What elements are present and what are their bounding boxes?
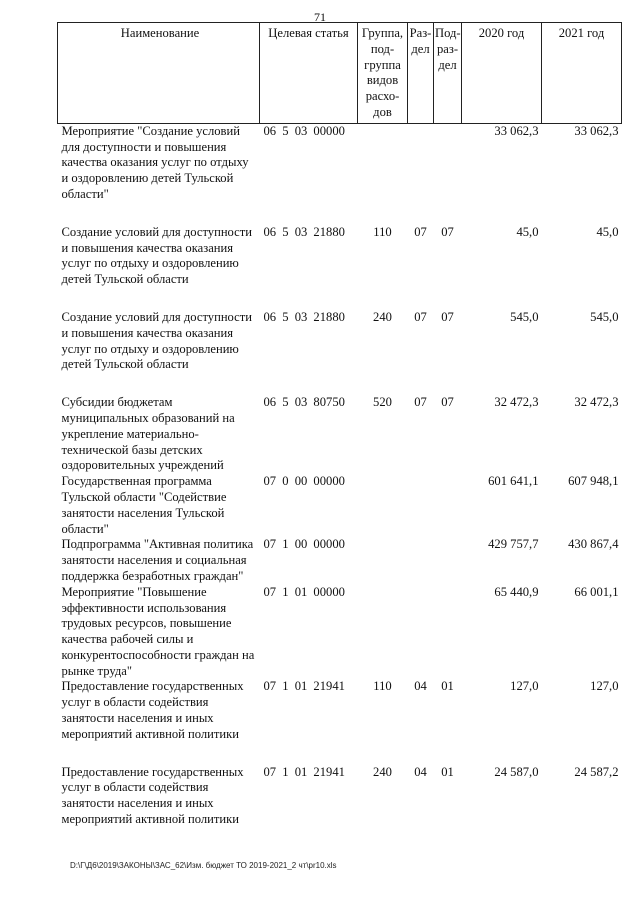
header-target-article: Целевая статья [260, 23, 358, 124]
row-value-2021: 24 587,2 [574, 764, 619, 779]
row-section: 07 [414, 395, 427, 410]
row-target-article: 07 1 01 21941 [263, 764, 345, 779]
row-subsection: 07 [441, 309, 454, 324]
row-value-2021: 545,0 [590, 309, 619, 324]
row-section [408, 474, 434, 537]
row-target-article: 07 1 00 00000 [263, 537, 345, 552]
header-expense-group: Группа, под- группа видов расхо- дов [358, 23, 408, 124]
header-year-2020: 2020 год [462, 23, 542, 124]
row-value-2021: 32 472,3 [574, 395, 619, 410]
row-section: 07 [414, 309, 427, 324]
table-row [58, 310, 622, 395]
row-target-article: 06 5 03 80750 [263, 395, 345, 410]
budget-table [57, 22, 622, 828]
row-name: Создание условий для доступности и повышения качества оказания услуг по отдыху и оздоровлению детей Тульской области [61, 309, 252, 372]
table-row [58, 395, 622, 474]
row-target-article: 06 5 03 21880 [263, 224, 345, 239]
row-value-2021: 45,0 [596, 224, 619, 239]
row-expense-group: 110 [373, 679, 392, 694]
header-name: Наименование [58, 23, 260, 124]
row-expense-group [358, 537, 408, 584]
row-value-2020: 33 062,3 [494, 123, 539, 138]
table-row [58, 537, 622, 584]
row-expense-group [358, 123, 408, 224]
table-row [58, 123, 622, 224]
row-subsection: 01 [441, 679, 454, 694]
row-value-2020: 24 587,0 [494, 764, 539, 779]
row-name: Предоставление государственных услуг в области содействия занятости населения и иных мероприятий активной политики [61, 679, 244, 741]
row-subsection [434, 474, 462, 537]
row-expense-group: 110 [373, 224, 392, 239]
row-section: 04 [414, 764, 427, 779]
row-name: Мероприятие "Создание условий для доступности и повышения качества оказания услуг по отдыху и оздоровлению детей Тульской области" [61, 123, 249, 201]
row-value-2020: 601 641,1 [488, 474, 539, 489]
header-section: Раз- дел [408, 23, 434, 124]
row-section: 07 [414, 224, 427, 239]
table-header-row [58, 23, 622, 124]
row-target-article: 07 1 01 00000 [263, 584, 345, 599]
row-value-2020: 32 472,3 [494, 395, 539, 410]
row-expense-group: 240 [373, 764, 392, 779]
row-target-article: 07 1 01 21941 [263, 679, 345, 694]
row-value-2021: 66 001,1 [574, 584, 619, 599]
row-value-2020: 127,0 [510, 679, 539, 694]
row-value-2021: 127,0 [590, 679, 619, 694]
header-year-2021: 2021 год [542, 23, 622, 124]
row-section [408, 537, 434, 584]
row-subsection: 07 [441, 224, 454, 239]
table-row [58, 679, 622, 764]
row-value-2021: 607 948,1 [568, 474, 619, 489]
page-number: 71 [314, 10, 326, 24]
table-row [58, 225, 622, 310]
row-name: Подпрограмма "Активная политика занятости населения и социальная поддержка безработных граждан" [61, 537, 254, 583]
row-expense-group [358, 585, 408, 680]
row-section [408, 585, 434, 680]
row-expense-group [358, 474, 408, 537]
row-subsection [434, 585, 462, 680]
row-subsection: 01 [441, 764, 454, 779]
row-expense-group: 520 [373, 395, 392, 410]
table-row [58, 585, 622, 680]
row-value-2020: 65 440,9 [494, 584, 539, 599]
file-path-footer: D:\Г\Д6\2019\ЗАКОНЫ\ЗАС_62\Изм. бюджет ТО 2019-2021_2 чт\pr10.xls [70, 861, 337, 870]
row-name: Мероприятие "Повышение эффективности использования трудовых ресурсов, повышение качества рабочей силы и конкурентоспособности граждан на рынке труда" [61, 584, 255, 678]
row-subsection [434, 123, 462, 224]
row-value-2020: 45,0 [516, 224, 539, 239]
row-expense-group: 240 [373, 309, 392, 324]
row-name: Предоставление государственных услуг в области содействия занятости населения и иных мероприятий активной политики [61, 764, 244, 827]
row-value-2021: 430 867,4 [568, 537, 619, 552]
table-row [58, 765, 622, 828]
row-name: Создание условий для доступности и повышения качества оказания услуг по отдыху и оздоровлению детей Тульской области [61, 224, 252, 287]
row-subsection: 07 [441, 395, 454, 410]
row-subsection [434, 537, 462, 584]
row-value-2021: 33 062,3 [574, 123, 619, 138]
table-row [58, 474, 622, 537]
row-name: Государственная программа Тульской области "Содействие занятости населения Тульской области" [61, 474, 227, 536]
row-section [408, 123, 434, 224]
row-target-article: 06 5 03 21880 [263, 309, 345, 324]
header-subsection: Под- раз- дел [434, 23, 462, 124]
row-name: Субсидии бюджетам муниципальных образований на укрепление материально-технической базы детских оздоровительных учреждений [61, 395, 235, 473]
row-value-2020: 429 757,7 [488, 537, 539, 552]
row-section: 04 [414, 679, 427, 694]
row-target-article: 07 0 00 00000 [263, 474, 345, 489]
row-value-2020: 545,0 [510, 309, 539, 324]
row-target-article: 06 5 03 00000 [263, 123, 345, 138]
